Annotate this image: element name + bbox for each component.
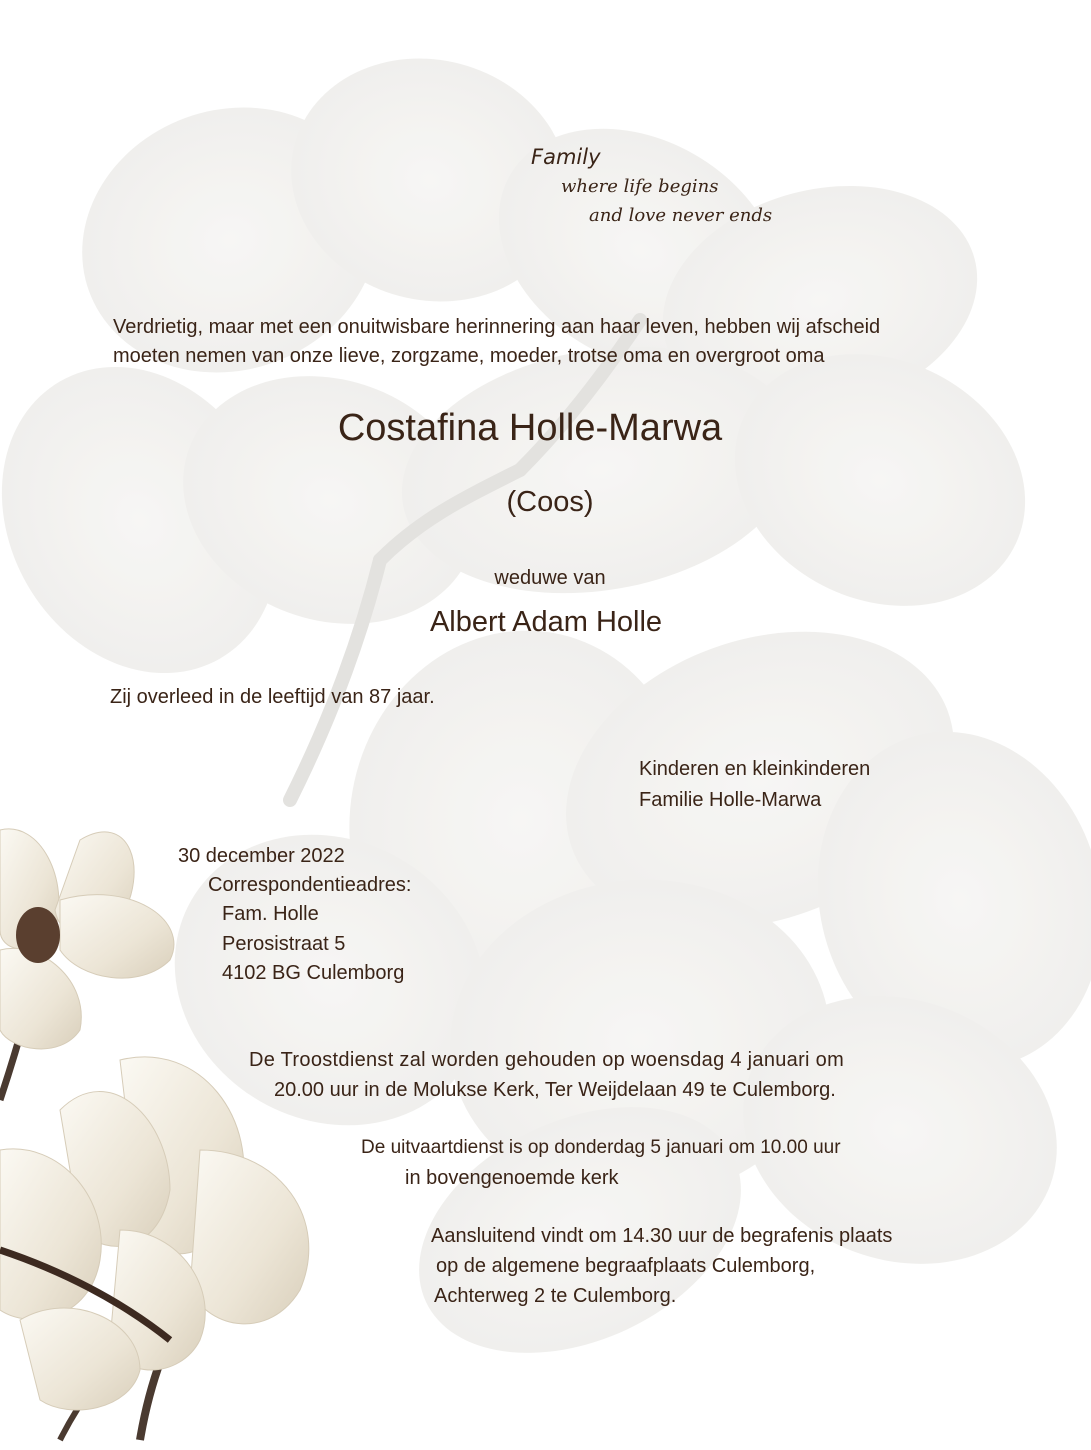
correspondence-city: 4102 BG Culemborg [222,962,405,984]
intro-line-2: moeten nemen van onze lieve, zorgzame, moeder, trotse oma en overgroot oma [113,345,825,367]
poem-line-3: and love never ends [589,205,773,226]
poem-line-1: Family [531,145,601,169]
deceased-name: Costafina Holle-Marwa [337,407,723,449]
intro-line-1: Verdrietig, maar met een onuitwisbare herinnering aan haar leven, hebben wij afscheid [113,316,881,338]
widow-of-label: weduwe van [494,567,606,589]
age-text: Zij overleed in de leeftijd van 87 jaar. [110,686,435,708]
troostdienst-line-1: De Troostdienst zal worden gehouden op woensdag 4 januari om [249,1049,845,1071]
poem-line-2: where life begins [561,176,719,197]
funeral-line-1: De uitvaartdienst is op donderdag 5 januari om 10.00 uur [361,1137,841,1158]
spouse-name: Albert Adam Holle [429,606,663,638]
deceased-nickname: (Coos) [506,486,594,518]
troostdienst-line-2: 20.00 uur in de Molukse Kerk, Ter Weijdelaan 49 te Culemborg. [274,1079,836,1101]
burial-line-1: Aansluitend vindt om 14.30 uur de begrafenis plaats [431,1225,893,1247]
burial-line-3: Achterweg 2 te Culemborg. [434,1285,677,1307]
signatory-line-1: Kinderen en kleinkinderen [639,758,871,780]
burial-line-2: op de algemene begraafplaats Culemborg, [436,1255,816,1277]
announcement-date: 30 december 2022 [178,845,345,867]
correspondence-label: Correspondentieadres: [208,874,412,896]
correspondence-street: Perosistraat 5 [222,933,346,955]
signatory-line-2: Familie Holle-Marwa [639,789,822,811]
correspondence-name: Fam. Holle [222,903,319,925]
funeral-line-2: in bovengenoemde kerk [405,1167,619,1189]
